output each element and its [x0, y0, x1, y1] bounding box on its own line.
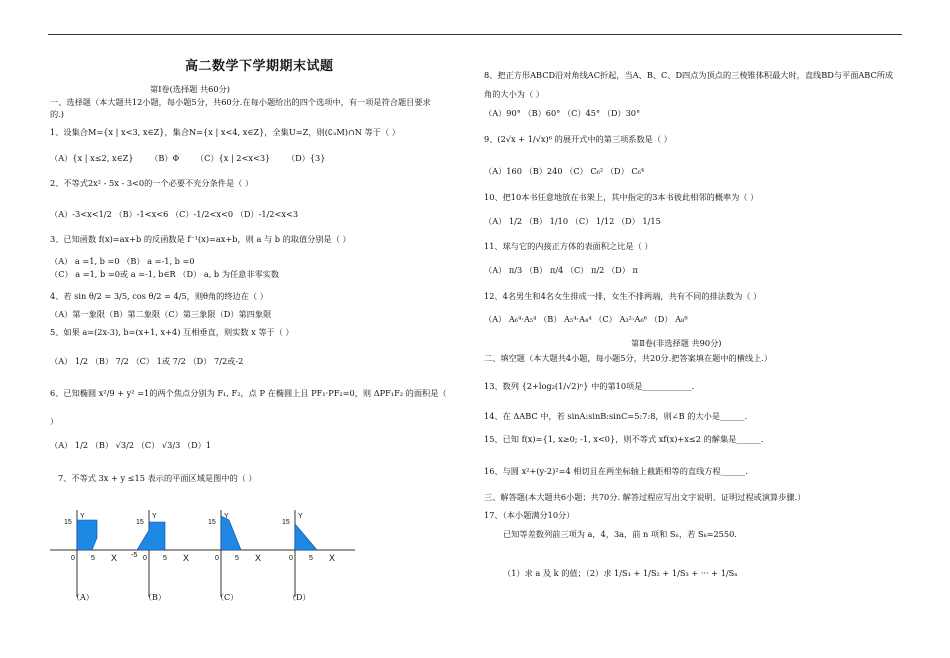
- header-rule: [48, 34, 902, 35]
- q16: 16、与圆 x²+(y-2)²=4 相切且在两坐标轴上截距相等的直线方程______.: [484, 466, 748, 476]
- q7-tick-neg5-b: -5: [131, 552, 138, 559]
- q7-label-b: （B）: [144, 593, 166, 602]
- q10-stem: 10、把10本书任意地放在书架上，其中指定的3本书彼此相邻的概率为（ ）: [484, 192, 759, 202]
- q11-options: （A） π/3 （B） π/4 （C） π/2 （D） π: [484, 265, 638, 275]
- q3-options-ab: （A） a =1, b =0 （B） a =-1, b =0: [50, 256, 195, 266]
- q7-y-letter-a: Y: [80, 513, 85, 520]
- fill-intro: 二、填空题（本大题共4小题，每小题5分，共20分.把答案填在题中的横线上.）: [484, 353, 773, 363]
- q6-close: ）: [50, 416, 59, 426]
- q8-options: （A）90° （B）60° （C）45° （D）30°: [484, 108, 641, 118]
- q4-stem: 4、若 sin θ/2 = 3/5, cos θ/2 = 4/5，则θ角的终边在（ ）: [50, 291, 268, 301]
- q7-x-letter-b: X: [183, 553, 190, 563]
- part1-intro-tail: 的.): [50, 109, 64, 119]
- q7-y-letter-b: Y: [152, 513, 157, 520]
- q3-options-cd: （C） a =1, b =0或 a =-1, b∈R （D） a, b 为任意非零实数: [50, 269, 280, 279]
- q9-options: （A）160 （B）240 （C） C₆² （D） C₆⁴: [484, 166, 645, 176]
- q7-tick-5-c: 5: [235, 555, 239, 562]
- q7-tick-0-d: 0: [289, 555, 293, 562]
- q7-tick-0-a: 0: [71, 555, 75, 562]
- q1-option-b: （B）Φ: [150, 153, 180, 163]
- q7-graphs: [45, 502, 365, 602]
- q7-y-letter-d: Y: [298, 513, 303, 520]
- q15: 15、已知 f(x)={1, x≥0; -1, x<0}，则不等式 xf(x)+x≤2 的解集是______.: [484, 434, 764, 444]
- q7-tick-0-c: 0: [215, 555, 219, 562]
- q7-label-a: （A）: [72, 593, 94, 602]
- q7-tick-5-a: 5: [91, 555, 95, 562]
- q7-tick-5-b: 5: [163, 555, 167, 562]
- q7-x-letter-a: X: [111, 553, 118, 563]
- q1-options: [50, 153, 339, 163]
- q7-tick-0-b: 0: [143, 555, 147, 562]
- q11-stem: 11、球与它的内接正方体的表面积之比是（ ）: [484, 241, 653, 251]
- q10-options: （A） 1/2 （B） 1/10 （C） 1/12 （D） 1/15: [484, 216, 661, 226]
- q1-option-c: （C）{x | 2<x<3}: [195, 153, 271, 163]
- q3-stem: 3、已知函数 f(x)=ax+b 的反函数是 f⁻¹(x)=ax+b，则 a 与 b 的取值分别是（ ）: [50, 234, 351, 244]
- q7-region-b: [137, 522, 165, 550]
- part1-intro: 一、选择题（本大题共12小题，每小题5分，共60分.在每小题给出的四个选项中，有一项是符合题目要求: [50, 97, 431, 107]
- q7-region-a: [77, 520, 97, 550]
- q7-tick-15-a: 15: [64, 519, 72, 526]
- q7-region-d: [295, 524, 317, 550]
- part2-header: 第Ⅱ卷(非选择题 共90分): [631, 338, 722, 348]
- q7-y-letter-c: Y: [224, 513, 229, 520]
- q17-parts: （1）求 a 及 k 的值；（2）求 1/S₁ + 1/S₂ + 1/S₃ + ··· + 1/Sₙ: [503, 568, 738, 578]
- q17-head: 17、（本小题满分10分）: [484, 510, 575, 520]
- q7-label-c: （C）: [216, 593, 239, 602]
- q8-stem-tail: 角的大小为（ ）: [484, 89, 544, 99]
- q1-stem: 1、设集合M={x | x<3, x∈Z}，集合N={x | x<4, x∈Z}，全集U=Z，则(∁ᵤM)∩N 等于（ ）: [50, 127, 400, 137]
- page-title: 高二数学下学期期末试题: [185, 59, 334, 74]
- q7-tick-15-b: 15: [136, 519, 144, 526]
- q7-tick-15-c: 15: [208, 519, 216, 526]
- q14: 14、在 ΔABC 中，若 sinA:sinB:sinC=5:7:8，则∠B 的大小是______.: [484, 411, 748, 421]
- q1-option-a: （A）{x | x≤2, x∈Z}: [50, 153, 134, 163]
- q17-body: 已知等差数列前三项为 a，4，3a，前 n 项和 Sₙ，若 Sₖ=2550.: [503, 529, 737, 539]
- q5-stem: 5、如果 a=(2x-3), b=(x+1, x+4) 互相垂直，则实数 x 等于（ ）: [50, 327, 294, 337]
- q1-option-d: （D）{3}: [286, 153, 326, 163]
- q7-region-c: [221, 516, 241, 550]
- q7-label-d: （D）: [288, 593, 311, 602]
- q5-options: （A） 1/2 （B） 7/2 （C） 1或 7/2 （D） 7/2或-2: [50, 356, 244, 366]
- q8-stem: 8、把正方形ABCD沿对角线AC折起，当A、B、C、D四点为顶点的三棱锥体积最大时，直线BD与平面ABC所成: [484, 70, 894, 80]
- q6-stem: 6、已知椭圆 x²/9 + y² =1的两个焦点分别为 F₁, F₂，点 P 在椭圆上且 PF₁·PF₂=0，则 ΔPF₁F₂ 的面积是（: [50, 388, 447, 398]
- q2-options: （A）-3<x<1/2 （B）-1<x<6 （C）-1/2<x<0 （D）-1/2<x<3: [50, 209, 299, 219]
- q9-stem: 9、(2√x + 1/√x)⁶ 的展开式中的第三项系数是（ ）: [484, 134, 672, 144]
- q13: 13、数列 {2+log₂(1/√2)ⁿ} 中的第10项是____________.: [484, 381, 695, 391]
- q7-x-letter-c: X: [255, 553, 262, 563]
- part1-header: 第Ⅰ卷(选择题 共60分): [150, 84, 230, 94]
- solve-intro: 三、解答题(本大题共6小题；共70分. 解答过程应写出文字说明、证明过程或演算步骤.）: [484, 492, 806, 502]
- q7-tick-5-d: 5: [309, 555, 313, 562]
- q6-options: （A） 1/2 （B） √3/2 （C） √3/3 （D）1: [50, 440, 212, 450]
- q7-stem: 7、不等式 3x + y ≤15 表示的平面区域是图中的（ ）: [58, 473, 257, 483]
- q2-stem: 2、不等式2x² - 5x - 3<0的一个必要不充分条件是（ ）: [50, 178, 254, 188]
- q12-stem: 12、4名男生和4名女生排成一排，女生不排两端，共有不同的排法数为（ ）: [484, 291, 762, 301]
- q7-x-letter-d: X: [329, 553, 336, 563]
- q4-options: （A）第一象限（B）第二象限（C）第三象限（D）第四象限: [50, 309, 272, 319]
- q12-options: （A） A₆⁴·A₅⁴ （B） A₅⁴·A₄⁴ （C） A₃²·A₆⁶ （D） A₈⁸: [484, 314, 688, 324]
- q7-tick-15-d: 15: [282, 519, 290, 526]
